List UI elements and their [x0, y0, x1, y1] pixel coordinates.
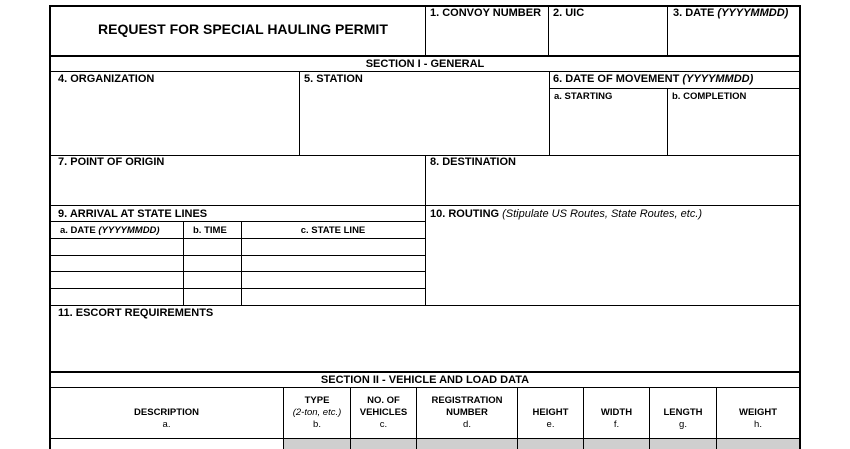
col-registration: REGISTRATION NUMBER d.: [431, 395, 503, 430]
arrival-time-label: b. TIME: [193, 225, 227, 236]
divider: [49, 205, 801, 206]
col-vehicles: NO. OF VEHICLES c.: [359, 395, 408, 430]
organization-label: 4. ORGANIZATION: [58, 73, 155, 85]
shaded-cell: [717, 439, 799, 449]
destination-label: 8. DESTINATION: [430, 156, 516, 168]
section-ii-heading: SECTION II - VEHICLE AND LOAD DATA: [320, 374, 530, 386]
arrival-label: 9. ARRIVAL AT STATE LINES: [58, 208, 208, 220]
escort-label: 11. ESCORT REQUIREMENTS: [58, 307, 214, 319]
divider: [49, 55, 801, 57]
station-field[interactable]: [300, 86, 548, 154]
divider: [49, 71, 801, 72]
section-i-heading: SECTION I - GENERAL: [365, 58, 485, 70]
completion-label: b. COMPLETION: [672, 91, 747, 102]
arrival-state-line-label: c. STATE LINE: [300, 225, 366, 236]
arrival-date-label: a. DATE (YYYYMMDD): [60, 225, 160, 236]
date-of-movement-label: 6. DATE OF MOVEMENT (YYYYMMDD): [553, 73, 754, 85]
shaded-cell: [351, 439, 416, 449]
station-label: 5. STATION: [304, 73, 363, 85]
shaded-cell: [650, 439, 716, 449]
completion-date-field[interactable]: [668, 103, 798, 154]
point-of-origin-field[interactable]: [51, 170, 424, 204]
date-label: 3. DATE (YYYYMMDD): [673, 7, 789, 19]
divider: [49, 271, 425, 272]
divider: [49, 255, 425, 256]
shaded-cell: [284, 439, 350, 449]
uic-label: 2. UIC: [553, 7, 585, 19]
uic-field[interactable]: [549, 20, 666, 54]
divider: [49, 221, 425, 222]
starting-label: a. STARTING: [554, 91, 613, 102]
col-length: LENGTH g.: [663, 407, 703, 430]
divider: [183, 221, 184, 305]
routing-field[interactable]: [426, 221, 798, 304]
col-width: WIDTH f.: [600, 407, 633, 430]
routing-label: 10. ROUTING (Stipulate US Routes, State Routes, etc.): [430, 208, 703, 220]
date-field[interactable]: [668, 20, 798, 54]
form-title: REQUEST FOR SPECIAL HAULING PERMIT: [98, 21, 388, 37]
shaded-cell: [417, 439, 517, 449]
shaded-cell: [518, 439, 583, 449]
col-description: DESCRIPTION a.: [134, 407, 199, 430]
convoy-number-field[interactable]: [426, 20, 547, 54]
divider: [49, 371, 801, 373]
divider: [49, 305, 801, 306]
escort-requirements-field[interactable]: [51, 321, 798, 370]
col-type: TYPE (2-ton, etc.) b.: [292, 395, 342, 430]
divider: [49, 238, 425, 239]
shaded-cell: [584, 439, 649, 449]
divider: [49, 387, 801, 388]
col-weight: WEIGHT h.: [739, 407, 777, 430]
starting-date-field[interactable]: [550, 103, 666, 154]
organization-field[interactable]: [51, 86, 298, 154]
point-of-origin-label: 7. POINT OF ORIGIN: [58, 156, 165, 168]
destination-field[interactable]: [426, 170, 798, 204]
col-height: HEIGHT e.: [532, 407, 569, 430]
divider: [49, 288, 425, 289]
convoy-number-label: 1. CONVOY NUMBER: [430, 7, 542, 19]
divider: [549, 88, 801, 89]
